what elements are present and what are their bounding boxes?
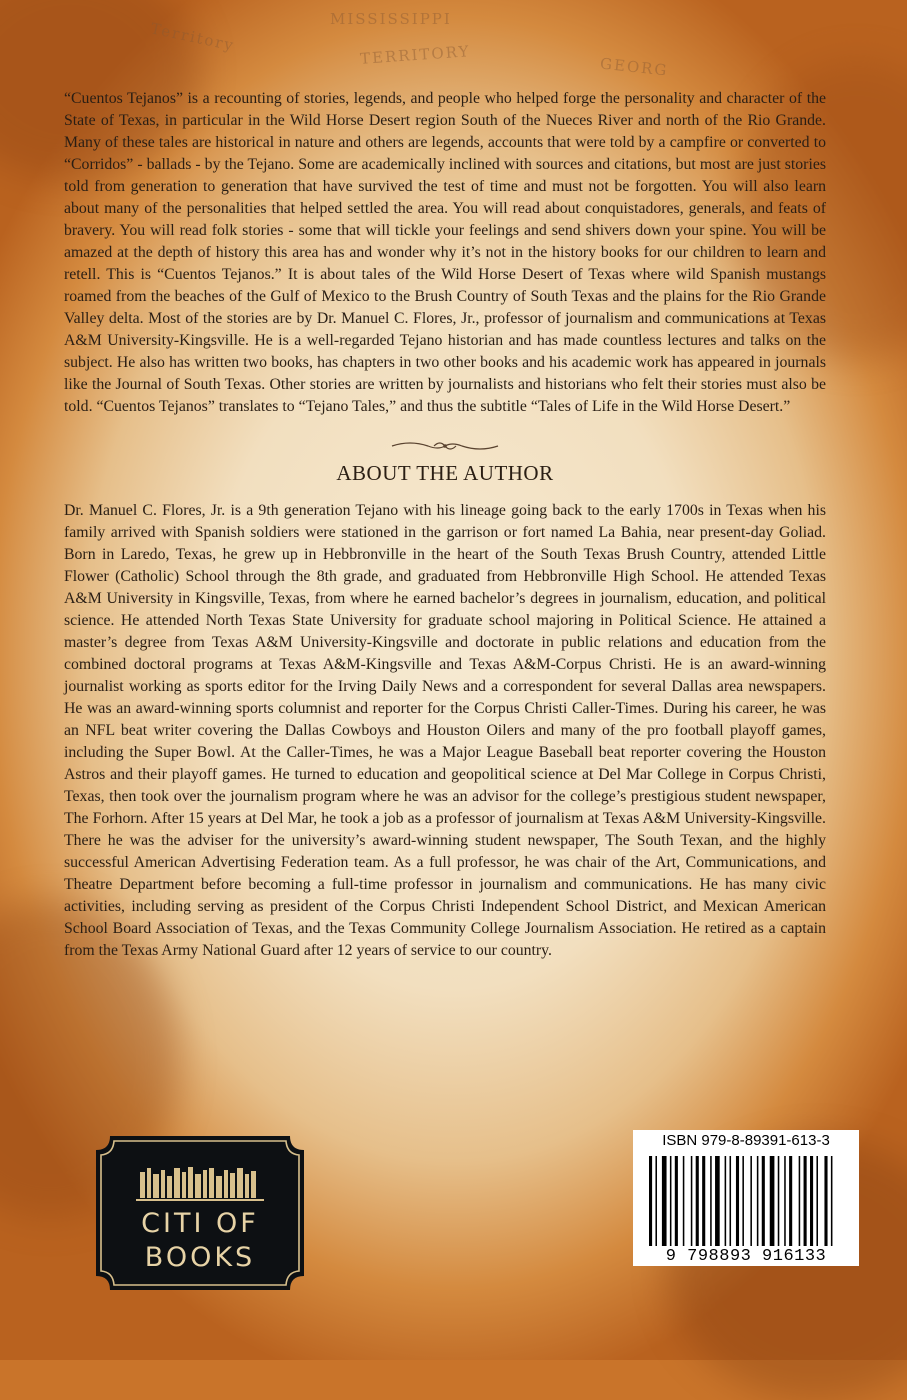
map-label: MISSISSIPPI <box>330 10 452 28</box>
isbn-barcode-box <box>633 1130 859 1264</box>
map-label: TERRITORY <box>359 42 472 68</box>
back-cover-text <box>64 88 826 962</box>
ornament-divider-icon <box>390 438 500 454</box>
isbn-label: ISBN 979-8-89391-613-3 <box>662 1132 830 1149</box>
map-label: GEORG <box>599 54 670 80</box>
book-description: “Cuentos Tejanos” is a recounting of stories, legends, and people who helped forge the personality and character of the State of Texas, in particular in the Wild Horse Desert region South of the Nueces River and north of the Rio Grande. Many of these tales are historical in nature and others are legends, accounts that were told by a campfire or converted to “Corridos” - ballads - by the Tejano. Some are academically inclined with sources and citations, but most are just stories told from generation to generation that have survived the test of time and must not be forgotten. You will also learn about many of the personalities that helped settled the area. You will read about conquistadores, generals, and feats of bravery. You will read folk stories - some that will tickle your feelings and send shivers down your spine. You will be amazed at the depth of history this area has and wonder why it’s not in the history books for our children to learn and retell. This is “Cuentos Tejanos.” It is about tales of the Wild Horse Desert of Texas where wild Spanish mustangs roamed from the beaches of the Gulf of Mexico to the Brush Country of South Texas and the plains for the Rio Grande Valley delta. Most of the stories are by Dr. Manuel C. Flores, Jr., professor of journalism and communications at Texas A&M University-Kingsville. He is a well-regarded Tejano historian and has made countless lectures and talks on the subject. He also has written two books, has chapters in two other books and his academic work has appeared in journals like the Journal of South Texas. Other stories are written by journalists and historians who felt their stories must also be told. “Cuentos Tejanos” translates to “Tejano Tales,” and thus the subtitle “Tales of Life in the Wild Horse Desert.” <box>64 90 826 415</box>
map-label: Territory <box>149 19 237 55</box>
author-biography: Dr. Manuel C. Flores, Jr. is a 9th generation Tejano with his lineage going back to the early 1700s in Texas when his family arrived with Spanish soldiers were stationed in the garrison or fort named La Bahia, near present-day Goliad. Born in Laredo, Texas, he grew up in Hebbronville in the heart of the South Texas Brush Country, attended Little Flower (Catholic) School through the 8th grade, and graduated from Hebbronville High School. He attended Texas A&M University in Kingsville, Texas, from where he earned bachelor’s degrees in journalism, education, and political science. He attended North Texas State University for graduate school majoring in Political Science. He attained a master’s degree from Texas A&M University-Kingsville and doctorate in public relations and education from the combined doctoral programs at Texas A&M-Kingsville and Texas A&M-Corpus Christi. He is an award-winning journalist working as sports editor for the Irving Daily News and a correspondent for several Dallas area newspapers. He was an award-winning sports columnist and reporter for the Corpus Christi Caller-Times. During his career, he was an NFL beat writer covering the Dallas Cowboys and Houston Oilers and many of the pro football playoff games, including the Super Bowl. At the Caller-Times, he was a Major League Baseball beat reporter covering the Houston Astros and their playoff games. He turned to education and geopolitical science at Del Mar College in Corpus Christi, Texas, then took over the journalism program where he was an advisor for the college’s prestigious student newspaper, The Forhorn. After 15 years at Del Mar, he took a job as a professor of journalism at Texas A&M University-Kingsville. There he was the adviser for the university’s award-winning student newspaper, The South Texan, and the highly successful American Advertising Federation team. As a full professor, he was chair of the Art, Communications, and Theatre Department before becoming a full-time professor in journalism and communications. He has many civic activities, including serving as president of the Corpus Christi Independent School District, and Mexican American School Board Association of Texas, and the Texas Community College Journalism Association. He retired as a captain from the Texas Army National Guard after 12 years of service to our country. <box>64 502 826 959</box>
barcode-icon <box>633 1130 859 1264</box>
barcode-digits: 9 798893 916133 <box>633 1247 859 1266</box>
about-author-heading: ABOUT THE AUTHOR <box>336 461 554 485</box>
publisher-name-line2: BOOKS <box>144 1242 256 1273</box>
publisher-logo <box>92 1132 308 1294</box>
publisher-name-line1: CITI OF <box>141 1208 259 1239</box>
